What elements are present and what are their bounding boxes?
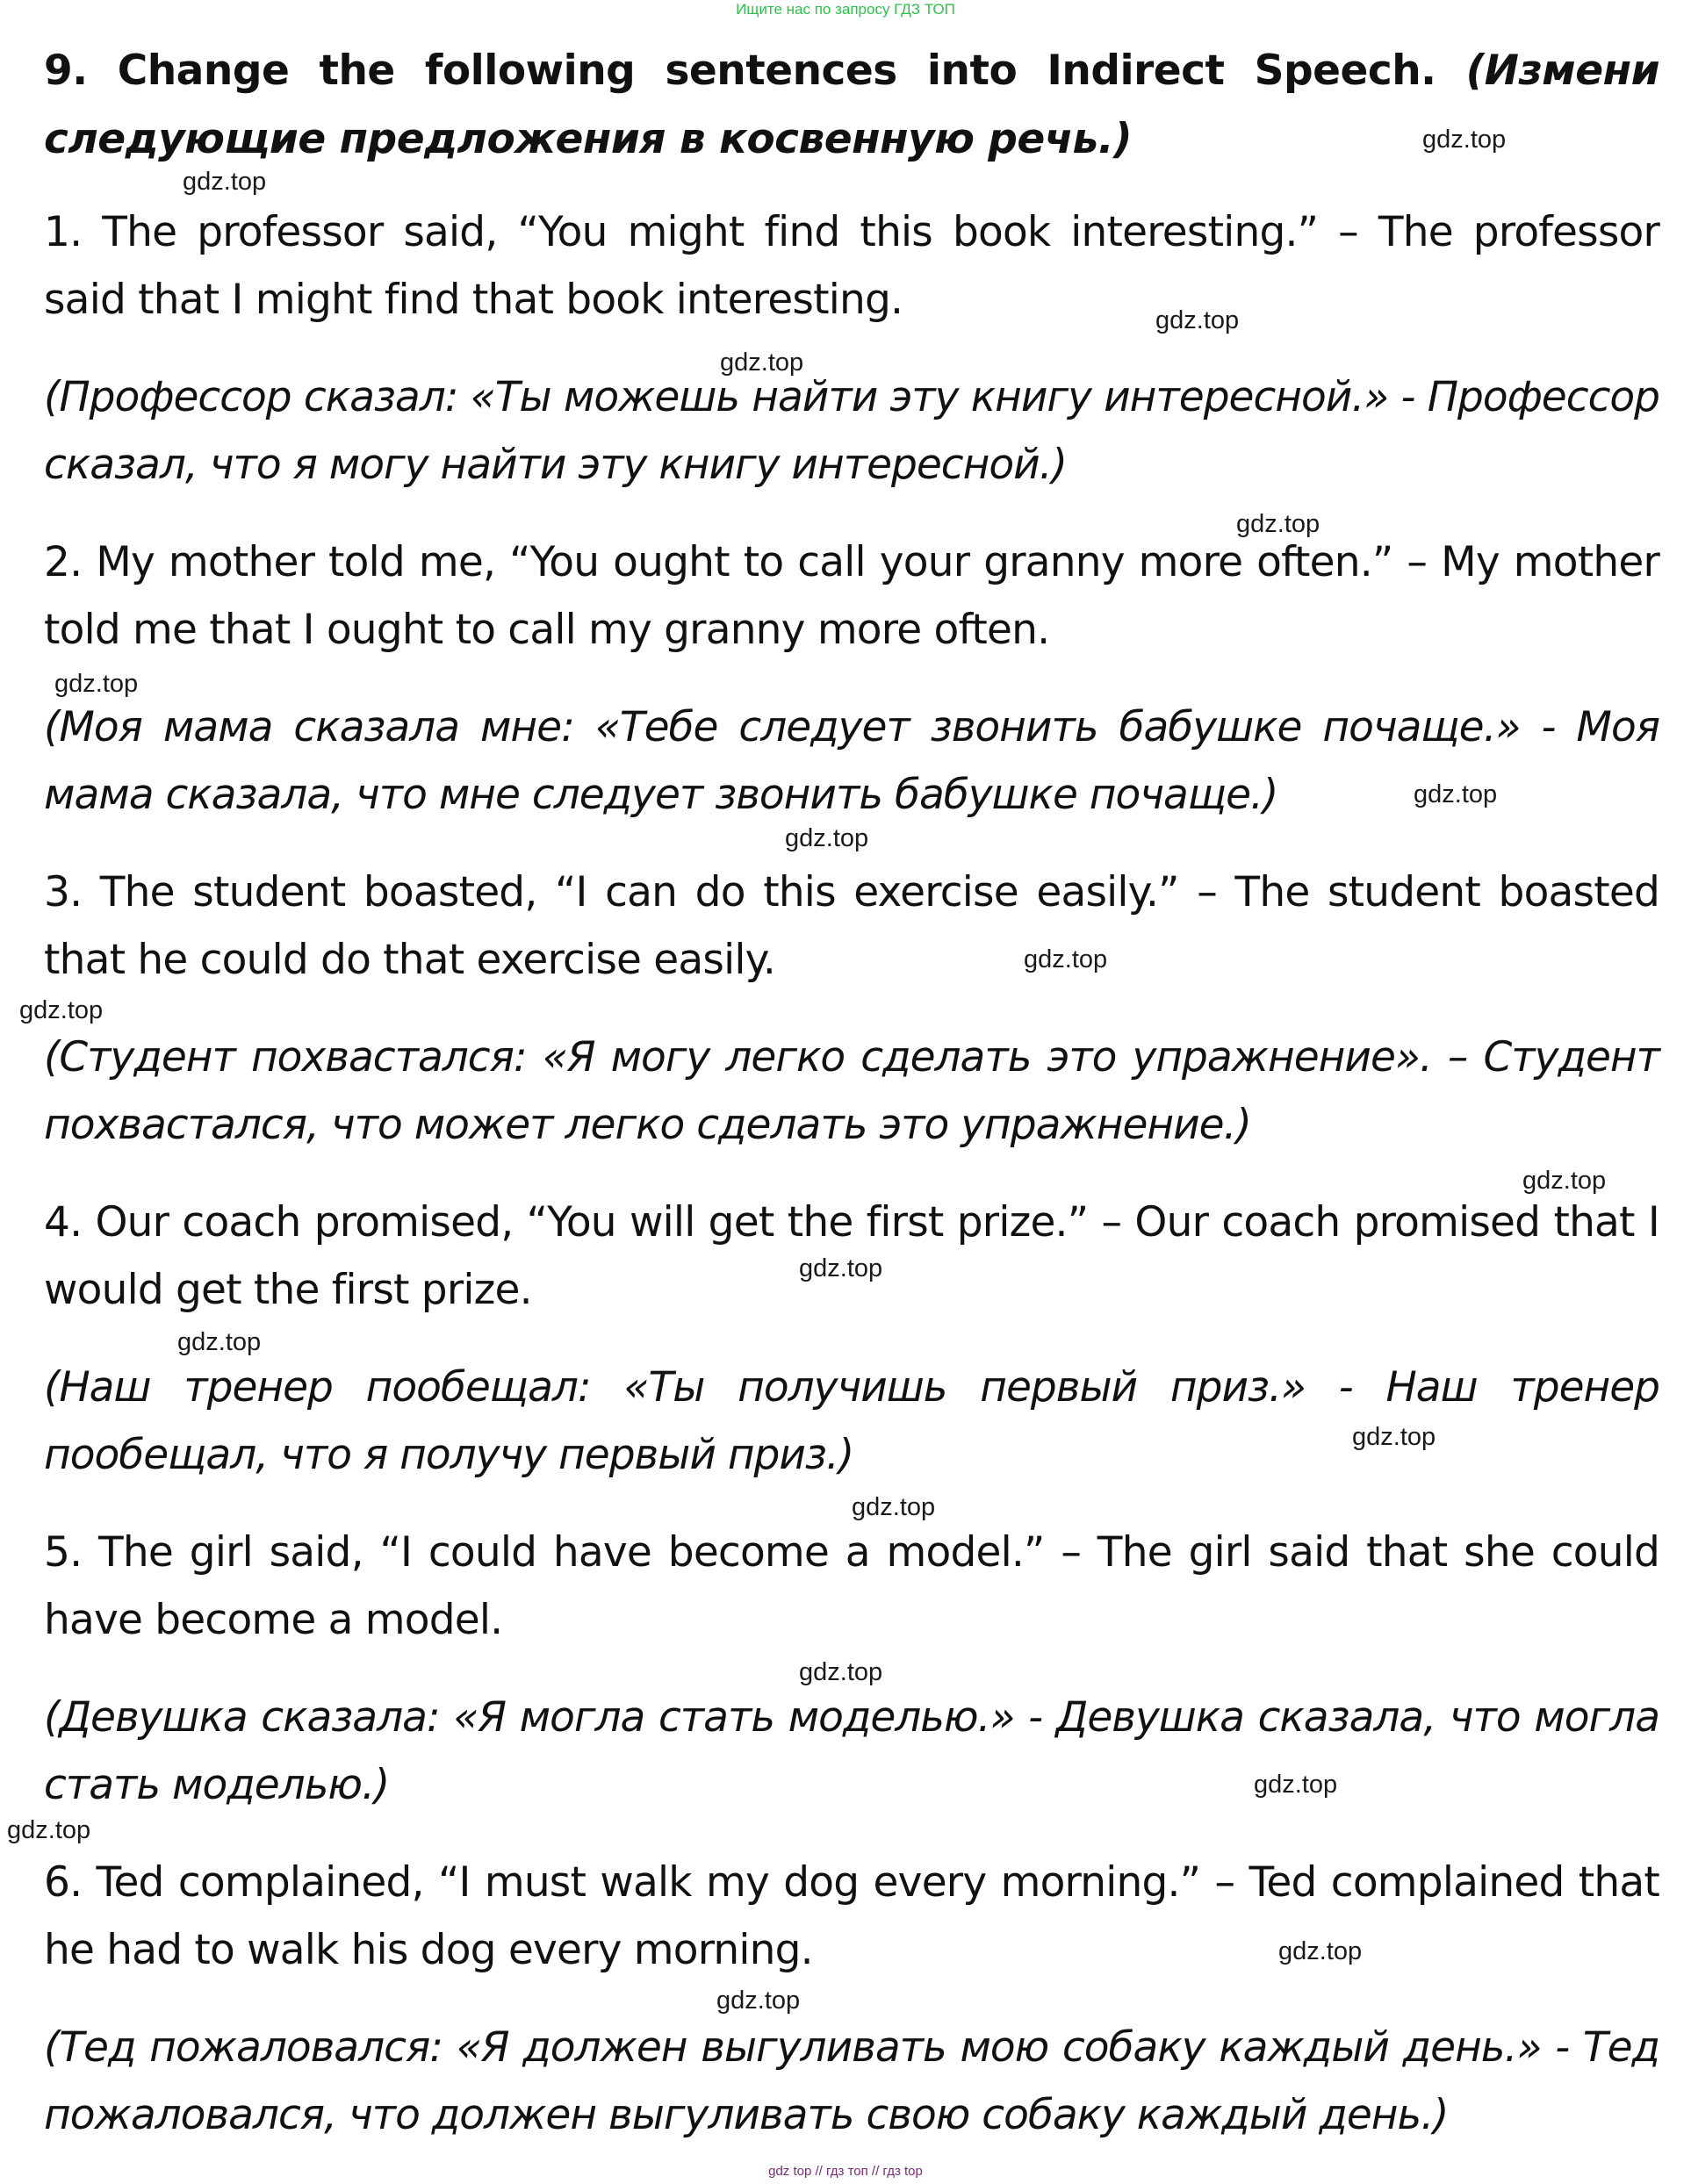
- exercise-heading: [44, 37, 1659, 174]
- item-4-russian: (Наш тренер пообещал: «Ты получишь первый приз.» - Наш тренер пообещал, что я получу первый приз.): [44, 1363, 1659, 1479]
- watermark: gdz.top: [1422, 126, 1507, 154]
- item-6-english: 6. Ted complained, “I must walk my dog every morning.” – Ted complained that he had to walk his dog every morning.: [44, 1858, 1659, 1974]
- item-4-english: 4. Our coach promised, “You will get the first prize.” – Our coach promised that I would get the first prize.: [44, 1198, 1659, 1314]
- footer: gdz top // гдз топ // гдз top: [768, 2164, 923, 2179]
- watermark: gdz.top: [1236, 510, 1320, 538]
- heading-russian: (Измени следующие предложения в косвенную речь.): [44, 47, 1659, 163]
- watermark: gdz.top: [1278, 1937, 1363, 1965]
- item-1-english: 1. The professor said, “You might find this book interesting.” – The professor said that I might find that book interesting.: [44, 208, 1659, 324]
- item-5-russian: (Девушка сказала: «Я могла стать моделью.» - Девушка сказала, что могла стать моделью.): [44, 1693, 1659, 1809]
- watermark: gdz.top: [720, 348, 804, 377]
- watermark: gdz.top: [7, 1816, 91, 1844]
- watermark: gdz.top: [1254, 1771, 1338, 1799]
- watermark: gdz.top: [19, 996, 104, 1024]
- watermark: gdz.top: [1155, 306, 1240, 334]
- watermark: gdz.top: [799, 1658, 883, 1686]
- item-3-russian: (Студент похвастался: «Я могу легко сделать это упражнение». – Студент похвастался, что может легко сделать это упражнение.): [44, 1033, 1659, 1149]
- watermark: gdz.top: [852, 1493, 936, 1521]
- watermark: gdz.top: [799, 1254, 883, 1282]
- watermark: gdz.top: [1522, 1167, 1607, 1195]
- top-banner: Ищите нас по запросу ГДЗ ТОП: [736, 1, 955, 18]
- watermark: gdz.top: [1024, 945, 1108, 973]
- item-1-russian: (Профессор сказал: «Ты можешь найти эту книгу интересной.» - Профессор сказал, что я могу найти эту книгу интересной.): [44, 373, 1659, 489]
- watermark: gdz.top: [785, 824, 869, 852]
- watermark: gdz.top: [183, 168, 267, 196]
- item-6-russian: (Тед пожаловался: «Я должен выгуливать мою собаку каждый день.» - Тед пожаловался, что должен выгуливать свою собаку каждый день.): [44, 2023, 1659, 2139]
- item-2-russian: (Моя мама сказала мне: «Тебе следует звонить бабушке почаще.» - Моя мама сказала, что мне следует звонить бабушке почаще.): [44, 703, 1659, 819]
- item-5-english: 5. The girl said, “I could have become a model.” – The girl said that she could have become a model.: [44, 1528, 1659, 1644]
- watermark: gdz.top: [1414, 780, 1498, 808]
- item-3-english: 3. The student boasted, “I can do this exercise easily.” – The student boasted that he could do that exercise easily.: [44, 868, 1659, 984]
- watermark: gdz.top: [54, 670, 139, 698]
- watermark: gdz.top: [1352, 1423, 1436, 1451]
- item-2-english: 2. My mother told me, “You ought to call your granny more often.” – My mother told me that I ought to call my granny more often.: [44, 538, 1659, 654]
- heading-english: 9. Change the following sentences into Indirect Speech.: [44, 47, 1436, 95]
- watermark: gdz.top: [716, 1986, 801, 2015]
- watermark: gdz.top: [177, 1328, 262, 1356]
